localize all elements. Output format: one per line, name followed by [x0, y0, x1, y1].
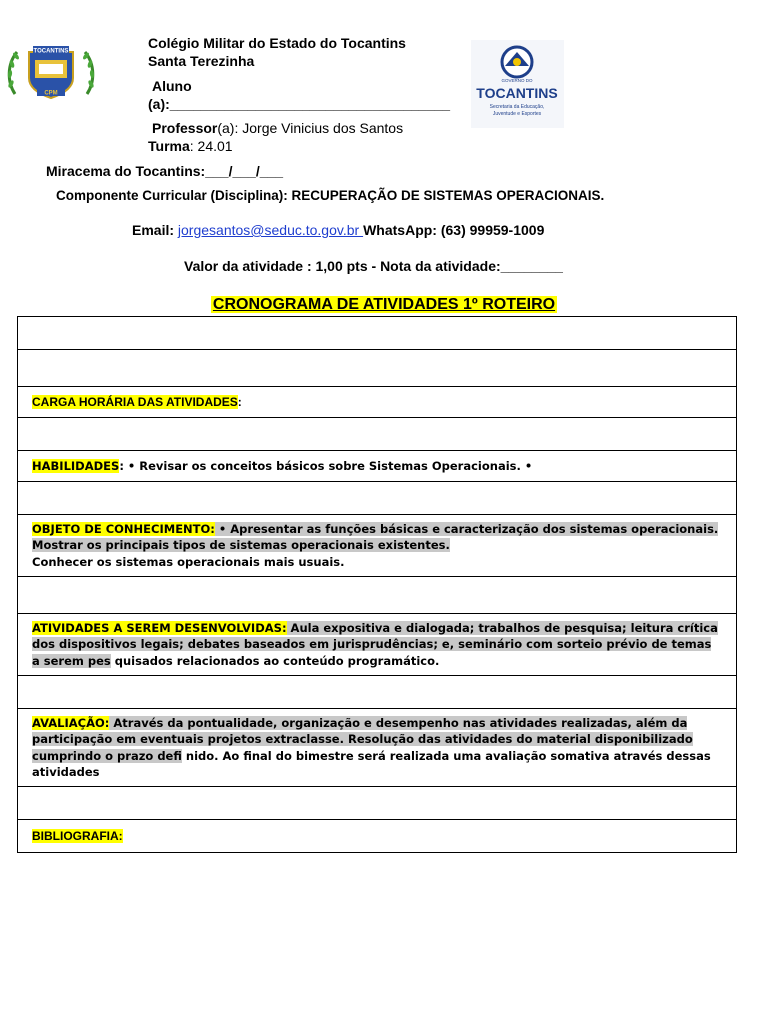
logo-sub1-text: Secretaria da Educação, [489, 104, 545, 110]
empty-cell [18, 787, 737, 820]
table-row [18, 418, 737, 451]
table-row [18, 787, 737, 820]
objeto-label: OBJETO DE CONHECIMENTO [32, 521, 211, 536]
cronograma-table [17, 316, 737, 853]
objeto-colon: : [210, 521, 215, 536]
aluno-field[interactable]: (a):____________________________________ [148, 96, 451, 112]
objeto-cell [18, 515, 737, 577]
turma-value: : 24.01 [189, 138, 233, 154]
objeto-text-2: Mostrar os principais tipos de sistemas operacionais existentes. [32, 538, 450, 553]
carga-row [18, 387, 737, 418]
aluno-label: Aluno [152, 78, 192, 94]
avaliacao-text-3: nido. Ao final do bimestre será realizada uma avaliação somativa através dessas atividades [32, 748, 711, 779]
carga-colon: : [237, 394, 242, 409]
campus-name: Santa Terezinha [148, 53, 255, 69]
table-row [18, 350, 737, 387]
turma-label: Turma [148, 138, 190, 154]
email-label: Email: [132, 222, 178, 238]
carga-label: CARGA HORÁRIA DAS ATIVIDADES [32, 394, 238, 409]
habilidades-cell [18, 451, 737, 482]
cronograma-title [0, 296, 768, 314]
avaliacao-label: AVALIAÇÃO [32, 715, 105, 730]
logo-sub2-text: Juventude e Esportes [492, 111, 542, 117]
atividades-colon: : [281, 620, 287, 635]
professor-line [152, 119, 403, 137]
tocantins-government-logo [471, 40, 564, 128]
carga-cell [18, 387, 737, 418]
valor-atividade: Valor da atividade : 1,00 pts - Nota da atividade:________ [184, 258, 563, 274]
professor-label: Professor [152, 120, 218, 136]
atividades-cell [18, 614, 737, 676]
table-row [18, 676, 737, 709]
componente-curricular: Componente Curricular (Disciplina): RECUPERAÇÃO DE SISTEMAS OPERACIONAIS. [56, 188, 605, 203]
empty-cell [18, 482, 737, 515]
habilidades-label: HABILIDADES [32, 458, 120, 473]
table-row [18, 577, 737, 614]
crest-bottom-text: CPM [44, 90, 58, 97]
empty-cell [18, 577, 737, 614]
logo-name-text: TOCANTINS [476, 85, 558, 101]
school-name: Colégio Militar do Estado do Tocantins [148, 35, 406, 51]
avaliacao-row [18, 709, 737, 787]
table-row [18, 482, 737, 515]
cronograma-title-text: CRONOGRAMA DE ATIVIDADES 1º ROTEIRO [212, 296, 556, 313]
whatsapp-text: WhatsApp: (63) 99959-1009 [363, 222, 545, 238]
table-row [18, 317, 737, 350]
empty-cell [18, 676, 737, 709]
objeto-row [18, 515, 737, 577]
turma-line [148, 137, 233, 155]
empty-cell [18, 350, 737, 387]
bibliografia-cell [18, 820, 737, 853]
city-date-line[interactable]: Miracema do Tocantins:___/___/___ [46, 163, 284, 179]
habilidades-text: : • Revisar os conceitos básicos sobre Sistemas Operacionais. • [119, 458, 533, 473]
habilidades-row [18, 451, 737, 482]
atividades-text-1: Aula expositiva e dialogada; trabalhos de pesquisa; leitura crítica dos dispositivos legais; debates baseados em jurisprudências; e, seminário com sorteio prévio de temas a serem pes [32, 620, 718, 668]
avaliacao-text-2: em eventuais projetos extraclasse. Resolução das atividades do material disponibilizado cumprindo o prazo defi [32, 732, 693, 763]
objeto-text-3: Conhecer os sistemas operacionais mais usuais. [32, 554, 345, 569]
avaliacao-colon: : [104, 715, 110, 730]
professor-name: (a): Jorge Vinicius dos Santos [217, 120, 404, 136]
atividades-text-2: quisados relacionados ao conteúdo programático. [110, 653, 440, 668]
bibliografia-label: BIBLIOGRAFIA: [32, 828, 123, 843]
atividades-label: ATIVIDADES A SEREM DESENVOLVIDAS [32, 620, 282, 635]
objeto-text-1: • Apresentar as funções básicas e caracterização dos sistemas operacionais. [214, 521, 719, 536]
contact-line [132, 221, 544, 239]
school-crest-logo [5, 44, 97, 102]
empty-cell [18, 418, 737, 451]
atividades-row [18, 614, 737, 676]
empty-cell [18, 317, 737, 350]
bibliografia-row [18, 820, 737, 853]
email-link[interactable]: jorgesantos@seduc.to.gov.br [177, 222, 364, 238]
crest-top-text: TOCANTINS [33, 48, 69, 55]
logo-top-text: GOVERNO DO [501, 78, 533, 83]
avaliacao-cell [18, 709, 737, 787]
avaliacao-text-1: Através da pontualidade, organização e desempenho nas atividades realizadas, além da participação [32, 715, 688, 746]
